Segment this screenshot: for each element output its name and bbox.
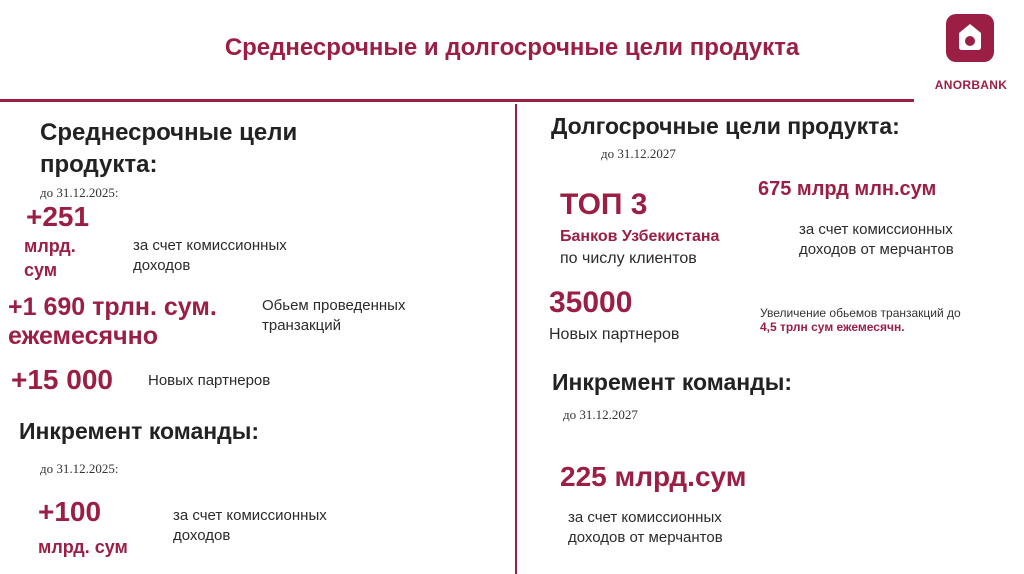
left-team-unit: млрд. сум (38, 537, 128, 557)
goal-revenue-unit-line1: млрд. (24, 236, 76, 256)
goal-partners-long-value: 35000 (549, 286, 633, 319)
goal-commission-desc-line1: за счет комиссионных (799, 221, 953, 238)
goal-volume-period: ежемесячно (8, 322, 158, 350)
left-team-date: до 31.12.2025: (40, 461, 119, 476)
goal-partners-desc: Новых партнеров (148, 372, 271, 389)
right-team-desc-line2: доходов от мерчантов (568, 529, 723, 546)
title-divider (0, 99, 914, 102)
left-team-value: +100 (38, 496, 102, 527)
goal-volume-desc-line1: Обьем проведенных (262, 297, 406, 314)
goal-partners-value: +15 000 (11, 364, 113, 395)
right-team-desc-line1: за счет комиссионных (568, 509, 722, 526)
left-date: до 31.12.2025: (40, 185, 119, 200)
goal-transactions-desc: Увеличение обьемов транзакций до (760, 306, 961, 320)
goal-top-rank-sub2: по числу клиентов (560, 250, 697, 267)
logo-text: ANORBANK (934, 78, 1008, 92)
goal-top-rank-value: ТОП 3 (560, 188, 648, 221)
right-heading: Долгосрочные цели продукта: (551, 113, 900, 139)
goal-revenue-desc-line2: доходов (133, 257, 191, 274)
goal-transactions-value: 4,5 трлн сум ежемесячн. (760, 320, 905, 334)
left-heading-line1: Среднесрочные цели (40, 119, 298, 146)
goal-commission-desc-line2: доходов от мерчантов (799, 241, 954, 258)
goal-volume-desc-line2: транзакций (262, 317, 341, 334)
page-title: Среднесрочные и долгосрочные цели продукта (224, 34, 800, 61)
left-team-desc-line2: доходов (173, 527, 231, 544)
left-heading-line2: продукта: (40, 151, 158, 178)
right-date: до 31.12.2027 (601, 146, 676, 161)
column-divider (515, 104, 517, 574)
goal-revenue-unit-line2: сум (24, 260, 58, 280)
anorbank-logo (921, 14, 1021, 94)
goal-volume-value: +1 690 трлн. сум. (8, 293, 217, 321)
goal-top-rank-sub1: Банков Узбекистана (560, 228, 720, 245)
left-team-desc-line1: за счет комиссионных (173, 507, 327, 524)
goal-revenue-desc-line1: за счет комиссионных (133, 237, 287, 254)
left-team-heading: Инкремент команды: (19, 418, 260, 444)
anorbank-logo-icon (946, 14, 994, 62)
right-team-heading: Инкремент команды: (552, 369, 793, 395)
right-team-date: до 31.12.2027 (563, 407, 638, 422)
right-team-value: 225 млрд.сум (560, 461, 747, 492)
goal-revenue-value: +251 (26, 201, 90, 232)
goal-commission-value: 675 млрд млн.сум (758, 178, 937, 200)
goal-partners-long-desc: Новых партнеров (549, 326, 680, 343)
